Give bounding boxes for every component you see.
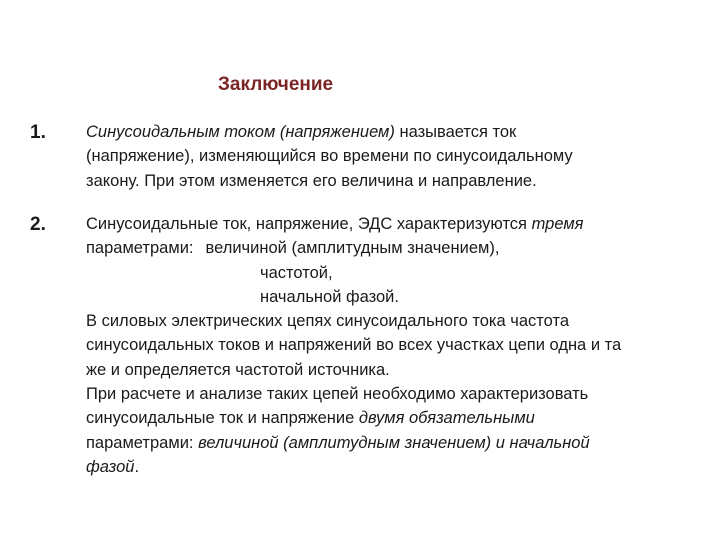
item-2-param-3: начальной фазой. [260,287,399,306]
item-2-body-1: В силовых электрических цепях синусоидального тока частота [86,312,570,331]
item-2-text [86,212,621,479]
item-1-text [86,120,573,193]
item-2-closing-1: синусоидальные ток и напряжение двумя обязательными [86,409,535,428]
item-2-intro: Синусоидальные ток, напряжение, ЭДС характеризуются тремя [86,215,584,233]
item-2-param-1: параметрами: величиной (амплитудным значением), [86,239,500,258]
item-2-closing-3: фазой. [86,457,140,476]
item-2-closing-2: параметрами: величиной (амплитудным значением) и начальной [86,433,590,452]
item-2-body-2: синусоидальных токов и напряжений во всех участках цепи одна и та [86,336,622,355]
item-number-2: 2. [30,214,46,235]
item-2-body-3: же и определяется частотой источника. [86,360,390,379]
item-2-param-2: частотой, [260,263,333,282]
italic-term: Синусоидальным током (напряжением) [86,123,395,141]
slide-title: Заключение [218,74,334,95]
item-number-1: 1. [30,122,46,143]
item-1-line-2: (напряжение), изменяющийся во времени по синусоидальному [86,147,573,166]
item-1-line-1: Синусоидальным током (напряжением) называется ток [86,123,517,141]
item-1-line-3: закону. При этом изменяется его величина и направление. [86,171,537,190]
item-2-body-4: При расчете и анализе таких цепей необходимо характеризовать [86,385,589,404]
